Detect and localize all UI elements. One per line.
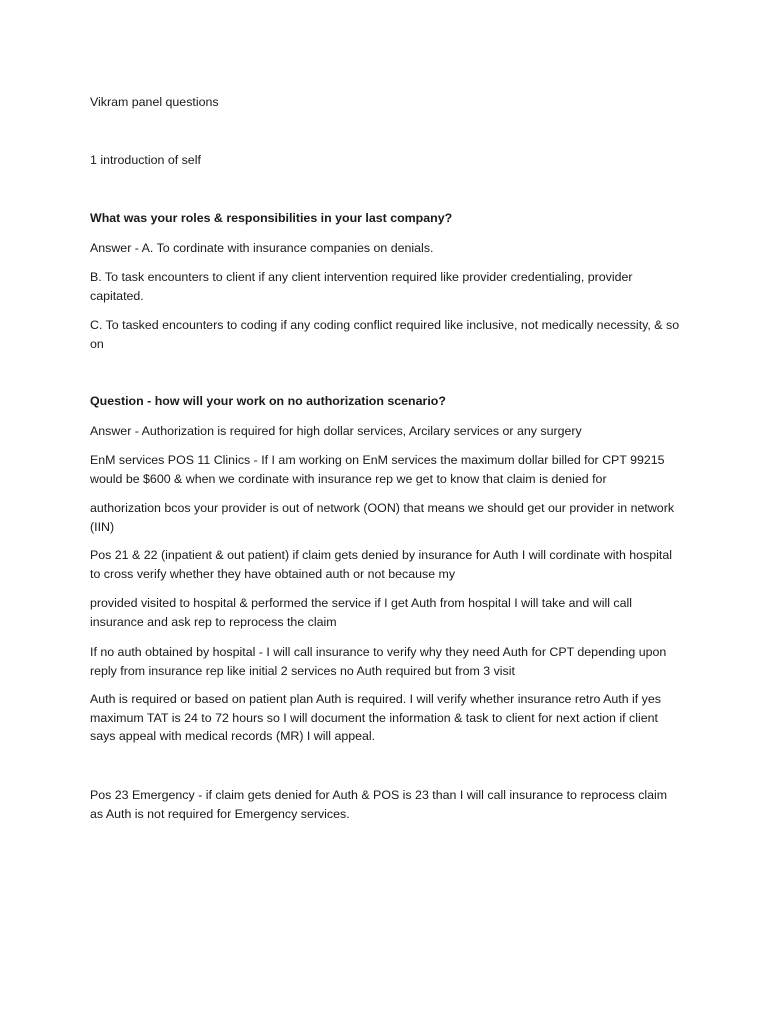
paragraph-enm-1: EnM services POS 11 Clinics - If I am working on EnM services the maximum dollar billed for CPT 99215 would be $600 & when we cordinate with insurance rep we get to know that claim is denied for: [90, 453, 665, 486]
paragraph-pos23: Pos 23 Emergency - if claim gets denied for Auth & POS is 23 than I will call insurance to reprocess claim as Auth is not required for Emergency services.: [90, 788, 668, 821]
intro-line: 1 introduction of self: [90, 153, 201, 167]
paragraph-pos21-2: provided visited to hospital & performed the service if I get Auth from hospital I will take and will call insurance and ask rep to reprocess the claim: [90, 596, 633, 629]
document-title: Vikram panel questions: [90, 95, 219, 109]
answer-authorization-intro: Answer - Authorization is required for high dollar services, Arcilary services or any surgery: [90, 424, 582, 438]
paragraph-pos21-1: Pos 21 & 22 (inpatient & out patient) if claim gets denied by insurance for Auth I will cordinate with hospital to cross verify whether they have obtained auth or not because my: [90, 548, 672, 581]
answer-c: C. To tasked encounters to coding if any coding conflict required like inclusive, not medically necessity, & so on: [90, 318, 680, 351]
paragraph-noauth-2: Auth is required or based on patient plan Auth is required. I will verify whether insurance retro Auth if yes maximum TAT is 24 to 72 hours so I will document the information & task to client for next action if client says appeal with medical records (MR) I will appeal.: [90, 692, 661, 743]
answer-a: Answer - A. To cordinate with insurance companies on denials.: [90, 241, 434, 255]
paragraph-noauth-1: If no auth obtained by hospital - I will call insurance to verify why they need Auth for CPT depending upon reply from insurance rep like initial 2 services no Auth required but from 3 visit: [90, 645, 667, 678]
paragraph-enm-2: authorization bcos your provider is out of network (OON) that means we should get our provider in network (IIN): [90, 501, 675, 534]
answer-b: B. To task encounters to client if any client intervention required like provider credentialing, provider capitated.: [90, 270, 633, 303]
question-authorization: Question - how will your work on no authorization scenario?: [90, 394, 446, 408]
question-roles: What was your roles & responsibilities in your last company?: [90, 211, 453, 225]
